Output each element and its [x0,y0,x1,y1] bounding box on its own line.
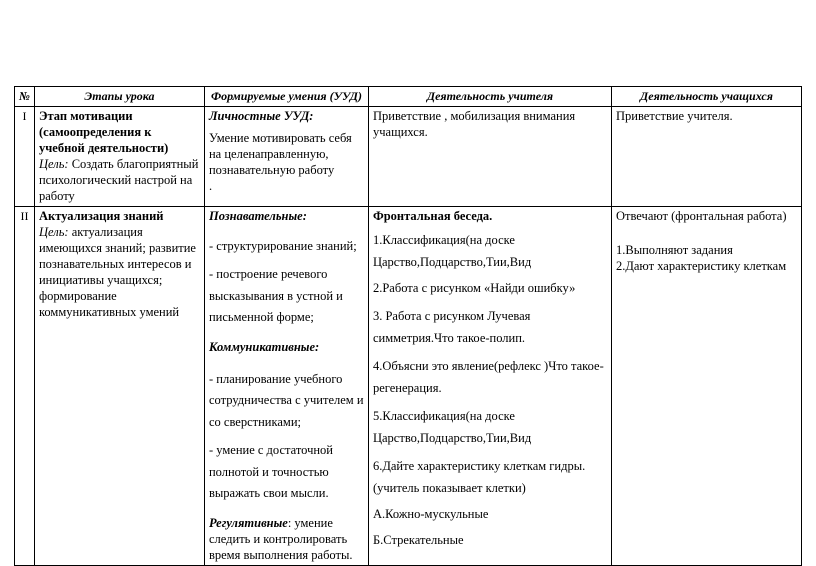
lesson-plan-table [14,86,802,566]
students-item: 1.Выполняют задания [615,243,733,257]
header-teacher: Деятельность учителя [368,87,611,107]
table-header-row [15,87,802,107]
stage-goal [39,156,200,204]
cognitive-item: - структурирование знаний; [208,239,357,253]
students-text: Приветствие учителя. [615,109,733,123]
communicative-heading: Коммуникативные: [208,339,320,354]
row-number: II [15,207,35,566]
communicative-item: - умение с достаточной полнотой и точностью выражать свои мысли. [208,443,333,500]
students-cell [611,107,801,207]
teacher-item: 4.Объясни это явление(рефлекс )Что такое-регенерация. [372,359,604,395]
teacher-item: 2.Работа с рисунком «Найди ошибку» [372,281,576,295]
teacher-item: 3. Работа с рисунком Лучевая симметрия.Что такое-полип. [372,309,531,345]
stage-cell [34,107,204,207]
regulative-heading: Регулятивные [208,515,288,530]
teacher-item: 5.Классификация(на доске Царство,Подцарство,Тии,Вид [372,409,532,445]
goal-label: Цель: [38,157,69,171]
goal-text: Создать благоприятный психологический настрой на работу [38,157,199,203]
stage-title: Этап мотивации (самоопределения к учебной деятельности) [38,109,169,155]
teacher-cell [368,107,611,207]
regulative-block [209,515,364,563]
teacher-item: А.Кожно-мускульные [372,507,489,521]
teacher-cell [368,207,611,566]
stage-cell [34,207,204,566]
cognitive-item: - построение речевого высказывания в устной и письменной форме; [208,267,343,324]
students-intro: Отвечают (фронтальная работа) [615,209,787,223]
students-cell [611,207,801,566]
stage-title: Актуализация знаний [38,209,164,223]
header-stages: Этапы урока [34,87,204,107]
teacher-text: Приветствие , мобилизация внимания учащихся. [372,109,576,139]
table-row [15,207,802,566]
header-skills: Формируемые умения (УУД) [204,87,368,107]
header-num: № [15,87,35,107]
teacher-heading: Фронтальная беседа. [372,209,493,223]
skills-cell [204,107,368,207]
students-item: 2.Дают характеристику клеткам [615,259,787,273]
skills-text: Умение мотивировать себя на целенаправленную, познавательную работу [208,131,352,177]
communicative-item: - планирование учебного сотрудничества с учителем и со сверстниками; [208,371,364,429]
teacher-item: Б.Стрекательные [372,533,464,547]
cognitive-heading: Познавательные: [208,209,307,223]
regulative-text: : умение следить и контролировать время выполнения работы. [208,515,353,562]
table-row [15,107,802,207]
header-students: Деятельность учащихся [611,87,801,107]
skills-heading: Личностные УУД: [208,109,314,123]
stage-goal [39,224,200,320]
goal-label: Цель: [38,225,69,239]
skills-cell [204,207,368,566]
row-number: I [15,107,35,207]
goal-text: актуализация имеющихся знаний; развитие познавательных интересов и инициативы учащихся; формирование коммуникативных умений [38,225,196,319]
teacher-item: 1.Классификация(на доске Царство,Подцарство,Тии,Вид [372,233,532,269]
teacher-item: 6.Дайте характеристику клеткам гидры.(учитель показывает клетки) [372,459,586,495]
skills-dot: . [208,179,213,193]
